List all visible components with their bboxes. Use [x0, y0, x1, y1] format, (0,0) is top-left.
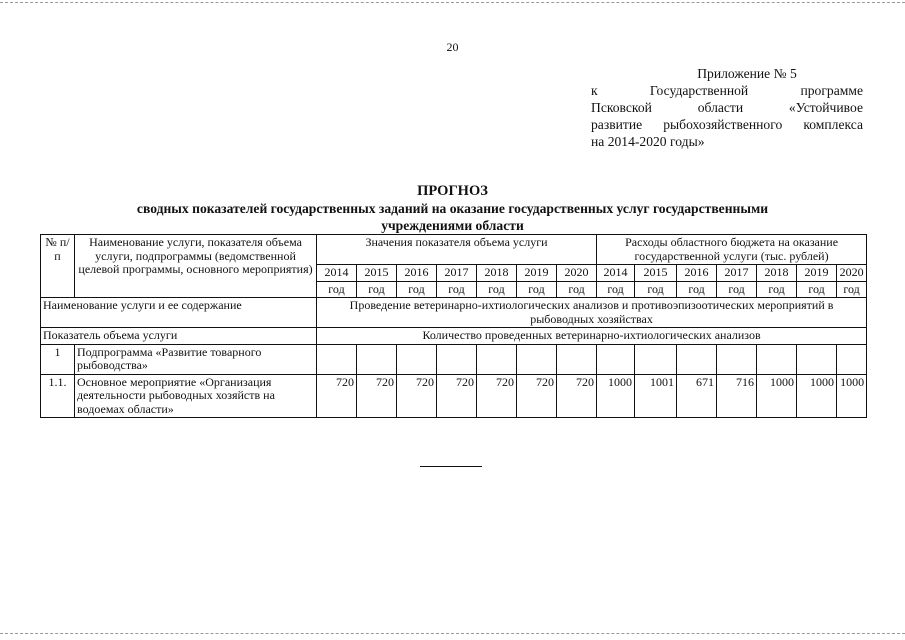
service-value: Проведение ветеринарно-ихтиологических анализов и противоэпизоотических мероприятий в рыбоводных хозяйствах — [317, 298, 867, 328]
appendix-title: Приложение № 5 — [697, 66, 797, 81]
service-row — [41, 298, 867, 328]
year-word: год — [397, 281, 437, 298]
year-word: год — [677, 281, 717, 298]
value-cell — [517, 344, 557, 374]
year-word: год — [717, 281, 757, 298]
row-name: Основное мероприятие «Организация деятельности рыбоводных хозяйств на водоемах области» — [75, 374, 317, 418]
expense-cell — [635, 344, 677, 374]
value-cell — [477, 344, 517, 374]
expense-year-header: 2015 — [635, 265, 677, 282]
divider-line — [420, 466, 482, 467]
value-year-header: 2018 — [477, 265, 517, 282]
expense-cell: 1000 — [797, 374, 837, 418]
table-header-row — [41, 235, 867, 265]
year-word: год — [635, 281, 677, 298]
expense-year-header: 2014 — [597, 265, 635, 282]
appendix-line: Псковской области «Устойчивое — [591, 100, 863, 115]
header-values: Значения показателя объема услуги — [317, 235, 597, 265]
value-year-header: 2016 — [397, 265, 437, 282]
value-year-header: 2020 — [557, 265, 597, 282]
expense-cell — [837, 344, 867, 374]
year-word: год — [357, 281, 397, 298]
expense-year-header: 2018 — [757, 265, 797, 282]
value-cell — [317, 344, 357, 374]
scan-edge-top — [0, 2, 905, 5]
header-number: № п/п — [41, 235, 75, 298]
expense-cell — [757, 344, 797, 374]
year-word: год — [517, 281, 557, 298]
expense-year-header: 2019 — [797, 265, 837, 282]
value-cell — [557, 344, 597, 374]
table-row — [41, 344, 867, 374]
document-subtitle: сводных показателей государственных заданий на оказание государственных услуг государственными — [136, 201, 769, 216]
table-row — [41, 374, 867, 418]
value-year-header: 2017 — [437, 265, 477, 282]
expense-cell: 1000 — [757, 374, 797, 418]
row-name: Подпрограмма «Развитие товарного рыбоводства» — [75, 344, 317, 374]
value-cell — [397, 344, 437, 374]
value-cell: 720 — [557, 374, 597, 418]
expense-cell — [597, 344, 635, 374]
expense-cell: 1001 — [635, 374, 677, 418]
appendix-line: на 2014-2020 годы» — [591, 134, 705, 149]
scan-edge-bottom — [0, 633, 905, 636]
page-number: 20 — [446, 40, 459, 54]
value-cell — [357, 344, 397, 374]
indicator-row — [41, 328, 867, 345]
document-subtitle-continued: учреждениями области — [381, 218, 524, 233]
year-word: год — [597, 281, 635, 298]
expense-cell — [677, 344, 717, 374]
value-year-header: 2015 — [357, 265, 397, 282]
value-cell: 720 — [397, 374, 437, 418]
header-expenses: Расходы областного бюджета на оказание государственной услуги (тыс. рублей) — [597, 235, 867, 265]
value-cell: 720 — [477, 374, 517, 418]
appendix-block — [591, 65, 863, 150]
expense-year-header: 2016 — [677, 265, 717, 282]
appendix-line: к Государственной программе — [591, 83, 863, 98]
expense-year-header: 2017 — [717, 265, 757, 282]
expense-cell: 1000 — [597, 374, 635, 418]
value-cell: 720 — [437, 374, 477, 418]
expense-cell: 671 — [677, 374, 717, 418]
value-cell: 720 — [357, 374, 397, 418]
year-word: год — [557, 281, 597, 298]
expense-cell — [717, 344, 757, 374]
year-word: год — [757, 281, 797, 298]
forecast-table — [40, 234, 867, 418]
value-cell: 720 — [517, 374, 557, 418]
document-title: ПРОГНОЗ — [417, 183, 488, 199]
year-word: год — [477, 281, 517, 298]
expense-cell: 716 — [717, 374, 757, 418]
year-word: год — [837, 281, 867, 298]
year-word: год — [317, 281, 357, 298]
value-cell: 720 — [317, 374, 357, 418]
year-word: год — [437, 281, 477, 298]
expense-year-header: 2020 — [837, 265, 867, 282]
year-word: год — [797, 281, 837, 298]
expense-cell — [797, 344, 837, 374]
service-label: Наименование услуги и ее содержание — [41, 298, 317, 328]
value-year-header: 2014 — [317, 265, 357, 282]
indicator-label: Показатель объема услуги — [41, 328, 317, 345]
row-number: 1.1. — [41, 374, 75, 418]
indicator-value: Количество проведенных ветеринарно-ихтиологических анализов — [317, 328, 867, 345]
header-name: Наименование услуги, показателя объема услуги, подпрограммы (ведомственной целевой программы, основного мероприятия) — [75, 235, 317, 298]
expense-cell: 1000 — [837, 374, 867, 418]
value-cell — [437, 344, 477, 374]
row-number: 1 — [41, 344, 75, 374]
value-year-header: 2019 — [517, 265, 557, 282]
appendix-line: развитие рыбохозяйственного комплекса — [591, 117, 863, 132]
